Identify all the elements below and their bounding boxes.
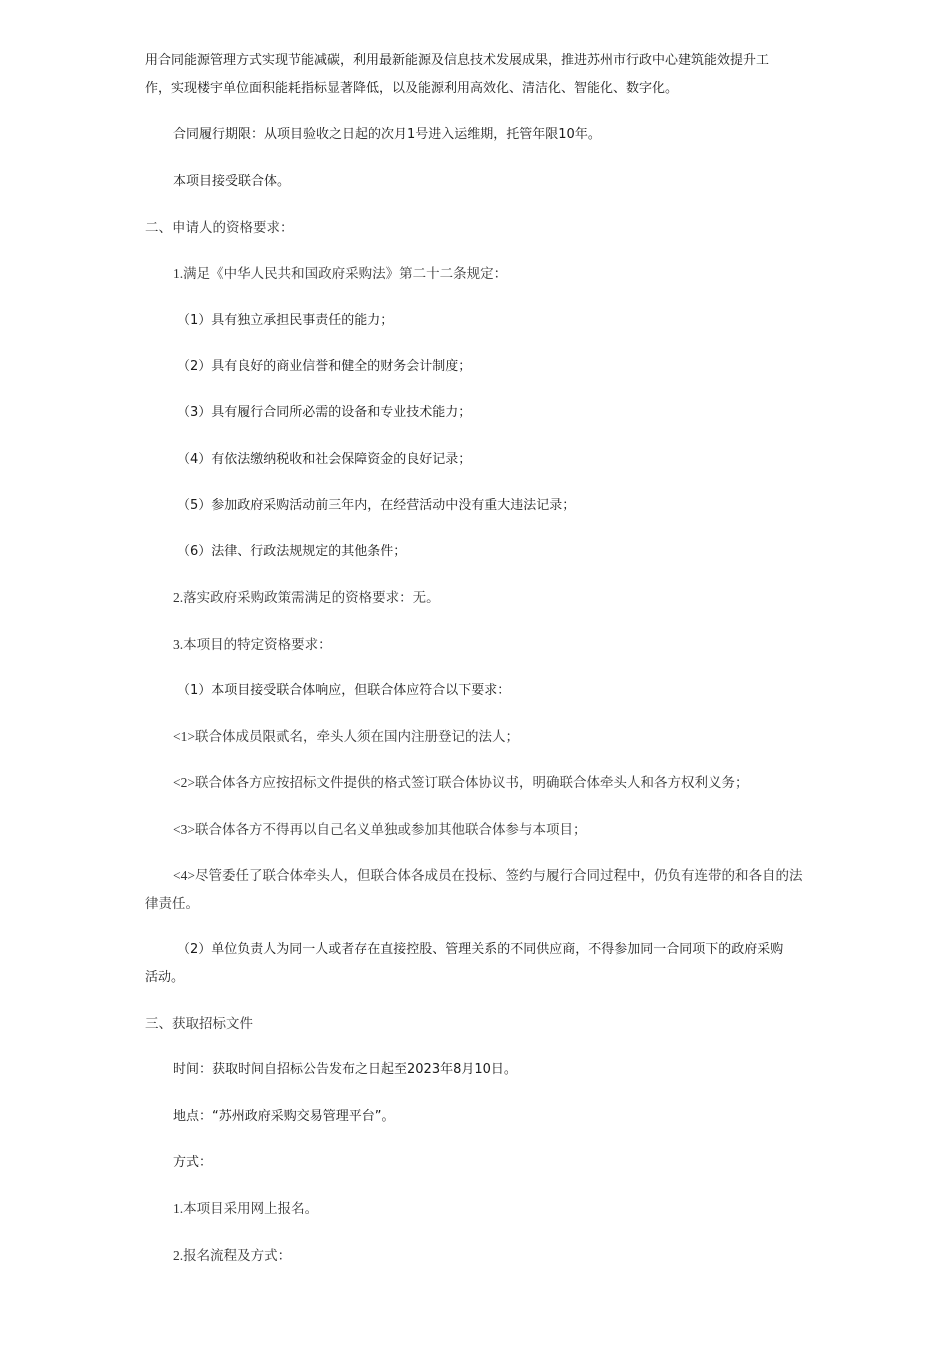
requirement-1-item: （6）法律、行政法规规定的其他条件； bbox=[177, 544, 407, 559]
requirement-1-item: （5）参加政府采购活动前三年内，在经营活动中没有重大违法记录； bbox=[177, 498, 576, 513]
requirement-3-item-2-line-2: 活动。 bbox=[145, 970, 185, 985]
acquisition-time-text: 时间：获取时间自招标公告发布之日起至2023年8月10日。 bbox=[173, 1062, 517, 1077]
requirement-1-heading: 1.满足《中华人民共和国政府采购法》第二十二条规定： bbox=[173, 266, 508, 281]
acquisition-method-label: 方式： bbox=[173, 1155, 213, 1170]
consortium-rule-4-line-1: <4>尽管委任了联合体牵头人，但联合体各成员在投标、签约与履行合同过程中，仍负有连带的和各自的法 bbox=[173, 868, 803, 883]
requirement-3-item-1: （1）本项目接受联合体响应，但联合体应符合以下要求： bbox=[177, 683, 511, 698]
intro-paragraph-line-1: 用合同能源管理方式实现节能减碳，利用最新能源及信息技术发展成果，推进苏州市行政中心建筑能效提升工 bbox=[145, 53, 770, 68]
requirement-1-item: （2）具有良好的商业信誉和健全的财务会计制度； bbox=[177, 359, 472, 374]
requirement-1-item: （1）具有独立承担民事责任的能力； bbox=[177, 313, 394, 328]
intro-paragraph-line-2: 作，实现楼宇单位面积能耗指标显著降低，以及能源利用高效化、清洁化、智能化、数字化。 bbox=[145, 81, 679, 96]
requirement-1-item: （4）有依法缴纳税收和社会保障资金的良好记录； bbox=[177, 452, 472, 467]
section-2-heading: 二、申请人的资格要求： bbox=[145, 220, 294, 235]
consortium-accepted-text: 本项目接受联合体。 bbox=[173, 174, 291, 189]
method-step-2: 2.报名流程及方式： bbox=[173, 1248, 292, 1263]
method-step-1: 1.本项目采用网上报名。 bbox=[173, 1201, 319, 1216]
consortium-rule-4-line-2: 律责任。 bbox=[145, 896, 199, 911]
requirement-3-item-2-line-1: （2）单位负责人为同一人或者存在直接控股、管理关系的不同供应商，不得参加同一合同项下的政府采购 bbox=[177, 942, 784, 957]
requirement-1-item: （3）具有履行合同所必需的设备和专业技术能力； bbox=[177, 405, 472, 420]
section-3-heading: 三、获取招标文件 bbox=[145, 1016, 253, 1031]
consortium-rule: <2>联合体各方应按招标文件提供的格式签订联合体协议书，明确联合体牵头人和各方权利义务； bbox=[173, 775, 749, 790]
consortium-rule: <3>联合体各方不得再以自己名义单独或参加其他联合体参与本项目； bbox=[173, 822, 587, 837]
consortium-rule: <1>联合体成员限贰名，牵头人须在国内注册登记的法人； bbox=[173, 729, 519, 744]
requirement-3-heading: 3.本项目的特定资格要求： bbox=[173, 637, 332, 652]
acquisition-place-text: 地点：“苏州政府采购交易管理平台”。 bbox=[173, 1109, 395, 1124]
contract-period-text: 合同履行期限：从项目验收之日起的次月1号进入运维期，托管年限10年。 bbox=[173, 127, 601, 142]
requirement-2-text: 2.落实政府采购政策需满足的资格要求：无。 bbox=[173, 590, 440, 605]
